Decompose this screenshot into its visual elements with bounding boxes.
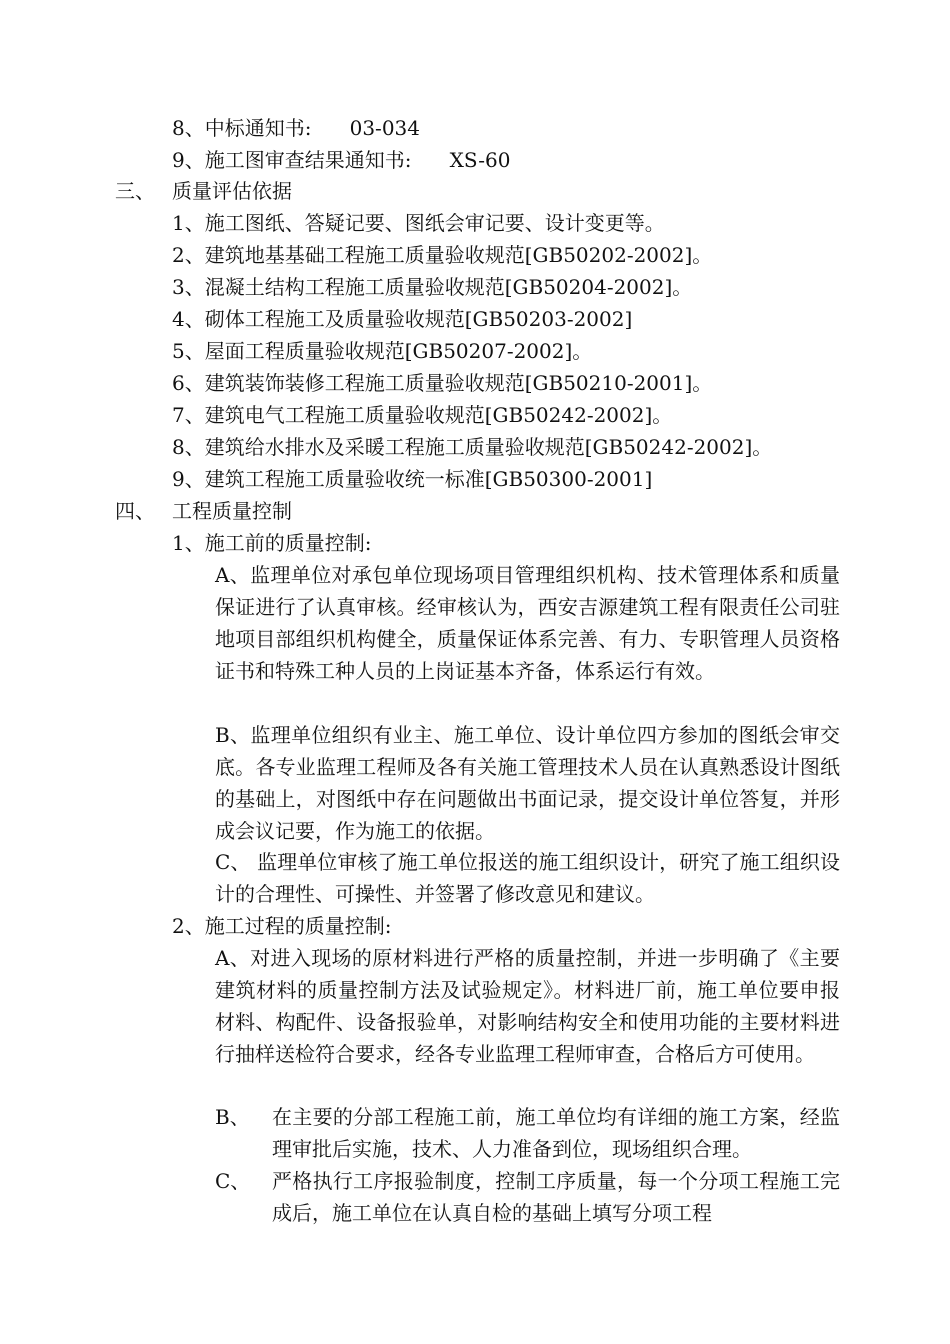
standard-item: 4、砌体工程施工及质量验收规范[GB50203-2002] — [172, 307, 633, 331]
paragraph-2b: 在主要的分部工程施工前，施工单位均有详细的施工方案，经监理审批后实施，技术、人力准备到位，现场组织合理。 — [272, 1105, 840, 1161]
paragraph-2c-tag: C、 — [215, 1169, 251, 1193]
section-3-number: 三、 — [115, 179, 155, 203]
section-4-title: 工程质量控制 — [172, 499, 292, 523]
subsection-2-heading: 2、施工过程的质量控制: — [172, 914, 392, 938]
subsection-1-heading: 1、施工前的质量控制: — [172, 531, 372, 555]
paragraph-1c: C、 监理单位审核了施工单位报送的施工组织设计，研究了施工组织设计的合理性、可操性、并签署了修改意见和建议。 — [215, 850, 840, 906]
paragraph-2a: A、对进入现场的原材料进行严格的质量控制，并进一步明确了《主要建筑材料的质量控制方法及试验规定》。材料进厂前，施工单位要申报材料、构配件、设备报验单，对影响结构安全和使用功能的主要材料进行抽样送检符合要求，经各专业监理工程师审查，合格后方可使用。 — [215, 946, 840, 1066]
list-item-8: 8、中标通知书: 03-034 — [172, 116, 420, 140]
standard-item: 6、建筑装饰装修工程施工质量验收规范[GB50210-2001]。 — [172, 371, 713, 395]
paragraph-2c: 严格执行工序报验制度，控制工序质量，每一个分项工程施工完成后，施工单位在认真自检的基础上填写分项工程 — [272, 1169, 840, 1225]
paragraph-2b-tag: B、 — [215, 1105, 250, 1129]
standard-item: 3、混凝土结构工程施工质量验收规范[GB50204-2002]。 — [172, 275, 693, 299]
list-item-9: 9、施工图审查结果通知书: XS-60 — [172, 148, 511, 172]
section-4-number: 四、 — [115, 499, 155, 523]
paragraph-1b: B、监理单位组织有业主、施工单位、设计单位四方参加的图纸会审交底。各专业监理工程师及各有关施工管理技术人员在认真熟悉设计图纸的基础上，对图纸中存在问题做出书面记录，提交设计单位答复，并形成会议记要，作为施工的依据。 — [215, 723, 840, 843]
standard-item: 8、建筑给水排水及采暖工程施工质量验收规范[GB50242-2002]。 — [172, 435, 773, 459]
standard-item: 2、建筑地基基础工程施工质量验收规范[GB50202-2002]。 — [172, 243, 713, 267]
standard-item: 7、建筑电气工程施工质量验收规范[GB50242-2002]。 — [172, 403, 673, 427]
standard-item: 9、建筑工程施工质量验收统一标准[GB50300-2001] — [172, 467, 653, 491]
standard-item: 5、屋面工程质量验收规范[GB50207-2002]。 — [172, 339, 593, 363]
paragraph-1a: A、监理单位对承包单位现场项目管理组织机构、技术管理体系和质量保证进行了认真审核。经审核认为，西安吉源建筑工程有限责任公司驻地项目部组织机构健全，质量保证体系完善、有力、专职管理人员资格证书和特殊工种人员的上岗证基本齐备，体系运行有效。 — [215, 563, 840, 683]
section-3-title: 质量评估依据 — [172, 179, 292, 203]
standard-item: 1、施工图纸、答疑记要、图纸会审记要、设计变更等。 — [172, 211, 665, 235]
